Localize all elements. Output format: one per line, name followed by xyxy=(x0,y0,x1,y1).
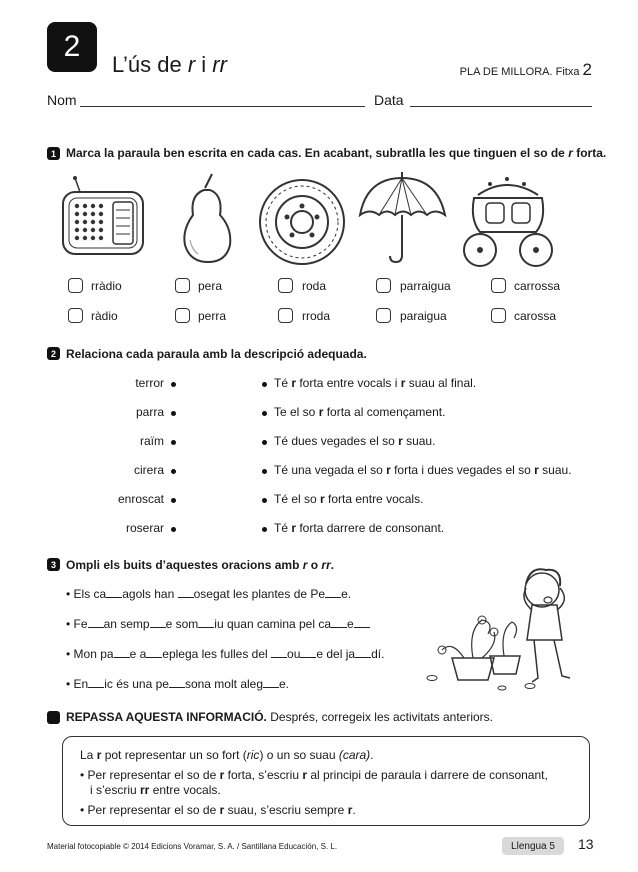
sentence-fragment: Mon pa xyxy=(73,647,114,661)
desc-part: r xyxy=(291,521,297,535)
info-bullet-2: • Per representar el so de r suau, s’escriu sempre r. xyxy=(80,803,356,817)
sentence: • Fe an semp e som iu quan camina pel ca e xyxy=(66,617,370,631)
t: forta, s’escriu xyxy=(224,768,303,782)
info-bullet-1-cont xyxy=(90,783,221,797)
exercise-2-instruction: Relaciona cada paraula amb la descripció adequada. xyxy=(66,347,367,361)
match-description xyxy=(274,376,476,390)
plan-number: 2 xyxy=(582,60,592,79)
match-dot-left[interactable] xyxy=(171,527,176,532)
match-dot-right[interactable] xyxy=(262,411,267,416)
date-field[interactable] xyxy=(410,106,592,107)
match-dot-right[interactable] xyxy=(262,498,267,503)
sentence-fragment: e. xyxy=(341,587,352,601)
match-dot-left[interactable] xyxy=(171,382,176,387)
desc-part: r xyxy=(386,463,391,477)
desc-part: r xyxy=(534,463,539,477)
t: i s’escriu xyxy=(90,783,141,797)
sentence-fragment: dí. xyxy=(371,647,385,661)
radio-icon xyxy=(55,170,150,270)
desc-part: forta entre vocals. xyxy=(324,492,424,506)
t: ric xyxy=(246,748,260,762)
fill-blank[interactable] xyxy=(271,647,287,658)
option-label: carossa xyxy=(514,309,557,323)
option-label: rroda xyxy=(302,309,331,323)
page-number: 13 xyxy=(578,836,594,852)
title-rr: rr xyxy=(212,52,227,77)
ex3-instr-end: . xyxy=(330,558,335,572)
sentence-fragment: En xyxy=(73,677,89,691)
fill-blank[interactable] xyxy=(354,617,370,628)
desc-part: forta al començament. xyxy=(323,405,446,419)
exercise-3-instruction xyxy=(66,558,334,572)
desc-part: suau. xyxy=(538,463,572,477)
t: Per representar el so de xyxy=(87,768,220,782)
carriage-icon xyxy=(460,170,555,270)
fill-blank[interactable] xyxy=(88,617,104,628)
sentence-fragment: eplega les fulles del xyxy=(162,647,272,661)
wheel-icon xyxy=(255,170,350,270)
sentence: • Mon pa e a eplega les fulles del ou e del ja dí. xyxy=(66,647,385,661)
ex1-instr-a: Marca la paraula ben escrita en cada cas. En acabant, subratlla les que tinguen el so de xyxy=(66,146,569,160)
review-subtitle: Després, corregeix les activitats anteriors. xyxy=(270,710,493,724)
t: r xyxy=(347,803,353,817)
desc-part: r xyxy=(291,376,297,390)
option-label: pera xyxy=(198,279,223,293)
checkbox-perra[interactable] xyxy=(175,308,190,323)
plan-text: PLA DE MILLORA. Fitxa xyxy=(459,66,580,78)
ex3-instr-r: r xyxy=(302,558,308,572)
checkbox-carossa[interactable] xyxy=(491,308,506,323)
ex1-instr-b: forta. xyxy=(572,146,607,160)
desc-part: suau al final. xyxy=(405,376,477,390)
review-title: REPASSA AQUESTA INFORMACIÓ. xyxy=(66,710,267,724)
info-bullet-1: • Per representar el so de r forta, s’escriu r al principi de paraula i darrere de consonant, xyxy=(80,768,548,782)
option-label: rràdio xyxy=(91,279,122,293)
desc-part: forta entre vocals i xyxy=(296,376,401,390)
date-label: Data xyxy=(374,92,404,108)
copyright: Material fotocopiable © 2014 Edicions Voramar, S. A. / Santillana Educación, S. L. xyxy=(47,842,338,851)
sentence-fragment: osegat les plantes de Pe xyxy=(193,587,326,601)
desc-part: r xyxy=(400,376,406,390)
checkbox-rradio[interactable] xyxy=(68,278,83,293)
sentence-fragment: iu quan camina pel ca xyxy=(214,617,332,631)
umbrella-icon xyxy=(355,170,450,270)
match-word: raïm xyxy=(140,434,164,448)
option-label: carrossa xyxy=(514,279,561,293)
t: (cara) xyxy=(338,748,371,762)
desc-part: Té el so xyxy=(274,492,321,506)
checkbox-paraigua[interactable] xyxy=(376,308,391,323)
page-title xyxy=(112,52,227,78)
pear-icon xyxy=(160,170,255,270)
desc-part: forta i dues vegades el so xyxy=(390,463,535,477)
option-label: roda xyxy=(302,279,327,293)
match-word: terror xyxy=(135,376,164,390)
sentence-fragment: an semp xyxy=(103,617,150,631)
desc-part: Té una vegada el so xyxy=(274,463,387,477)
match-dot-right[interactable] xyxy=(262,527,267,532)
desc-part: suau. xyxy=(402,434,436,448)
sentence-fragment: Fe xyxy=(73,617,88,631)
checkbox-parraigua[interactable] xyxy=(376,278,391,293)
sentence: • Els ca agols han osegat les plantes de Pe e. xyxy=(66,587,352,601)
sentence-fragment: sona molt aleg xyxy=(184,677,263,691)
sentence-fragment: ic és una pe xyxy=(104,677,169,691)
desc-part: Té dues vegades el so xyxy=(274,434,399,448)
t: ) o un so suau xyxy=(259,748,339,762)
t: La xyxy=(80,748,97,762)
match-description xyxy=(274,521,444,535)
match-word: parra xyxy=(135,405,164,419)
fill-blank[interactable] xyxy=(146,647,162,658)
sentence-fragment: Els ca xyxy=(73,587,107,601)
t: r xyxy=(219,803,225,817)
match-word: roserar xyxy=(125,521,164,535)
info-line-1 xyxy=(80,748,374,762)
t: r xyxy=(219,768,225,782)
fill-blank[interactable] xyxy=(325,587,341,598)
t: r xyxy=(302,768,307,782)
desc-part: Té xyxy=(274,376,292,390)
name-field[interactable] xyxy=(80,106,365,107)
exercise-1-number: 1 xyxy=(47,147,60,160)
fill-blank[interactable] xyxy=(114,647,130,658)
option-label: paraigua xyxy=(400,309,447,323)
match-dot-right[interactable] xyxy=(262,469,267,474)
fill-blank[interactable] xyxy=(178,587,194,598)
match-word: cirera xyxy=(133,463,164,477)
review-heading xyxy=(66,710,493,724)
sentence-fragment: e a xyxy=(129,647,147,661)
checkbox-roda[interactable] xyxy=(278,278,293,293)
match-dot-left[interactable] xyxy=(171,498,176,503)
sentence-fragment: e del ja xyxy=(316,647,356,661)
title-r: r xyxy=(187,52,196,77)
desc-part: r xyxy=(320,492,325,506)
desc-part: Te el so xyxy=(274,405,319,419)
checkbox-rroda[interactable] xyxy=(278,308,293,323)
sentence-fragment: agols han xyxy=(122,587,178,601)
desc-part: r xyxy=(398,434,403,448)
exercise-2-number: 2 xyxy=(47,347,60,360)
t: rr xyxy=(140,783,150,797)
desc-part: r xyxy=(318,405,324,419)
t: pot representar un so fort ( xyxy=(101,748,247,762)
title-prefix: L’ús de xyxy=(112,52,188,77)
t: al principi de paraula i darrere de consonant, xyxy=(307,768,548,782)
match-dot-left[interactable] xyxy=(171,411,176,416)
match-description xyxy=(274,434,435,448)
fill-blank[interactable] xyxy=(88,677,104,688)
option-label: perra xyxy=(198,309,227,323)
sentence-fragment: e xyxy=(347,617,354,631)
fill-blank[interactable] xyxy=(198,617,214,628)
ex3-instr-a: Ompli els buits d’aquestes oracions amb xyxy=(66,558,303,572)
fill-blank[interactable] xyxy=(355,647,371,658)
sentence-fragment: e. xyxy=(279,677,290,691)
name-label: Nom xyxy=(47,92,77,108)
boy-plants-illustration xyxy=(402,560,594,700)
desc-part: Té xyxy=(274,521,292,535)
t: r xyxy=(96,748,102,762)
option-label: parraigua xyxy=(400,279,451,293)
desc-part: forta darrere de consonant. xyxy=(296,521,445,535)
fill-blank[interactable] xyxy=(300,647,316,658)
subject-badge: Llengua 5 xyxy=(502,837,564,855)
match-dot-left[interactable] xyxy=(171,469,176,474)
sentence-fragment: e som xyxy=(165,617,199,631)
match-description xyxy=(274,405,445,419)
t: Per representar el so de xyxy=(87,803,220,817)
match-dot-right[interactable] xyxy=(262,440,267,445)
fill-blank[interactable] xyxy=(331,617,347,628)
checkbox-carrossa[interactable] xyxy=(491,278,506,293)
ex3-instr-mid: o xyxy=(307,558,322,572)
t: suau, s’escriu sempre xyxy=(224,803,348,817)
review-marker xyxy=(47,711,60,724)
checkbox-radio[interactable] xyxy=(68,308,83,323)
fill-blank[interactable] xyxy=(150,617,166,628)
fill-blank[interactable] xyxy=(106,587,122,598)
t: entre vocals. xyxy=(149,783,221,797)
t: . xyxy=(370,748,374,762)
checkbox-pera[interactable] xyxy=(175,278,190,293)
option-label: ràdio xyxy=(91,309,118,323)
match-dot-right[interactable] xyxy=(262,382,267,387)
exercise-1-instruction xyxy=(66,146,606,160)
t: . xyxy=(352,803,356,817)
sentence: • En ic és una pe sona molt aleg e. xyxy=(66,677,290,691)
ex3-instr-rr: rr xyxy=(321,558,331,572)
match-word: enroscat xyxy=(117,492,164,506)
exercise-3-number: 3 xyxy=(47,558,60,571)
title-mid: i xyxy=(195,52,213,77)
unit-badge xyxy=(47,22,97,72)
match-description xyxy=(274,492,423,506)
fill-blank[interactable] xyxy=(169,677,185,688)
sentence-fragment: ou xyxy=(287,647,301,661)
match-description xyxy=(274,463,572,477)
plan-label xyxy=(460,60,592,80)
ex1-instr-r: r xyxy=(568,146,573,160)
unit-number: 2 xyxy=(63,30,81,63)
match-dot-left[interactable] xyxy=(171,440,176,445)
fill-blank[interactable] xyxy=(263,677,279,688)
